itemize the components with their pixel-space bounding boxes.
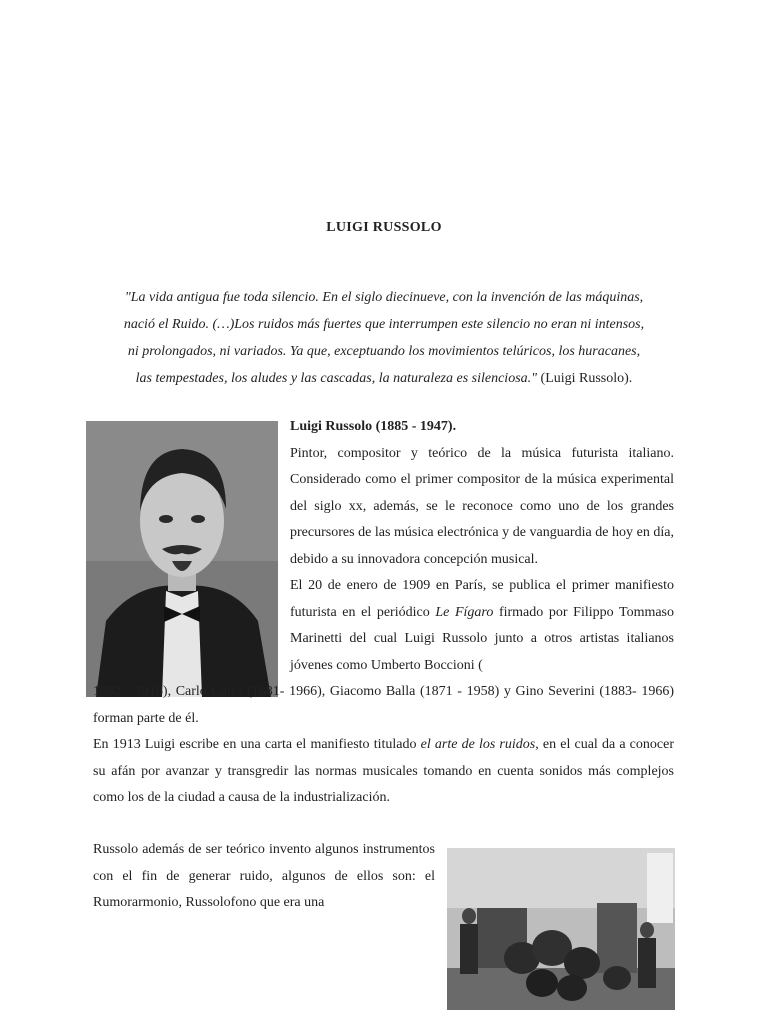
paragraph-2-text-b: firmado por Filippo Tommaso Marinetti del cual Luigi Russolo junto a otros artistas italianos jóvenes como Umberto Boccioni ( [290,604,675,673]
opening-quote [88,284,680,392]
portrait-illustration [86,421,278,697]
instruments-photo [447,848,675,1010]
quote-line-2: nació el Ruido. (…)Los ruidos más fuertes que interrumpen este silencio no eran ni intensos, [123,317,645,332]
paragraph-1: Pintor, compositor y teórico de la música futurista italiano. Considerado como el primer compositor de la música experimental del siglo xx, además, se le reconoce como uno de los grandes precursores de las música electrónica y de vanguardia de hoy en día, debido a su innovadora concepción musical. [290,445,674,567]
section-heading: Luigi Russolo (1885 - 1947). [290,419,457,434]
quote-line-4: las tempestades, los aludes y las cascadas, la naturaleza es silenciosa." [135,371,538,386]
document-title: LUIGI RUSSOLO [326,220,442,235]
paragraph-4: Russolo además de ser teórico invento algunos instrumentos con el fin de generar ruido, algunos de ellos son: el Rumorarmonio, Russolofono que era una [93,842,435,910]
bio-full-width [93,679,674,812]
manifesto-title: el arte de los ruidos [420,737,536,752]
paragraph-3-text-b: , en el cual da a conocer su afán por avanzar y transgredir las normas musicales tomando en cuenta sonidos más complejos como los de la ciudad a causa de la industrialización. [93,737,674,805]
bio-right-column [290,414,674,679]
quote-attribution: (Luigi Russolo). [537,371,633,386]
quote-line-1: "La vida antigua fue toda silencio. En el siglo diecinueve, con la invención de las máquinas, [124,290,644,305]
instruments-illustration [447,848,675,1010]
paragraph-2-continued: 1882 - 1916), Carlo Carra (1881- 1966), Giacomo Balla (1871 - 1958) y Gino Severini (1883- 1966) forman parte de él. [93,684,674,726]
paragraph-3-text-a: En 1913 Luigi escribe en una carta el manifiesto titulado [93,737,421,752]
quote-line-3: ni prolongados, ni variados. Ya que, exceptuando los movimientos telúricos, los huracanes, [127,344,641,359]
paragraph-3 [93,732,674,812]
newspaper-name: Le Fígaro [435,604,494,620]
portrait-photo [86,421,278,697]
paragraph-2-text-a: El 20 de enero de 1909 en París, se publica el primer manifiesto futurista en el periódico [290,578,674,620]
paragraph-2 [290,573,674,679]
